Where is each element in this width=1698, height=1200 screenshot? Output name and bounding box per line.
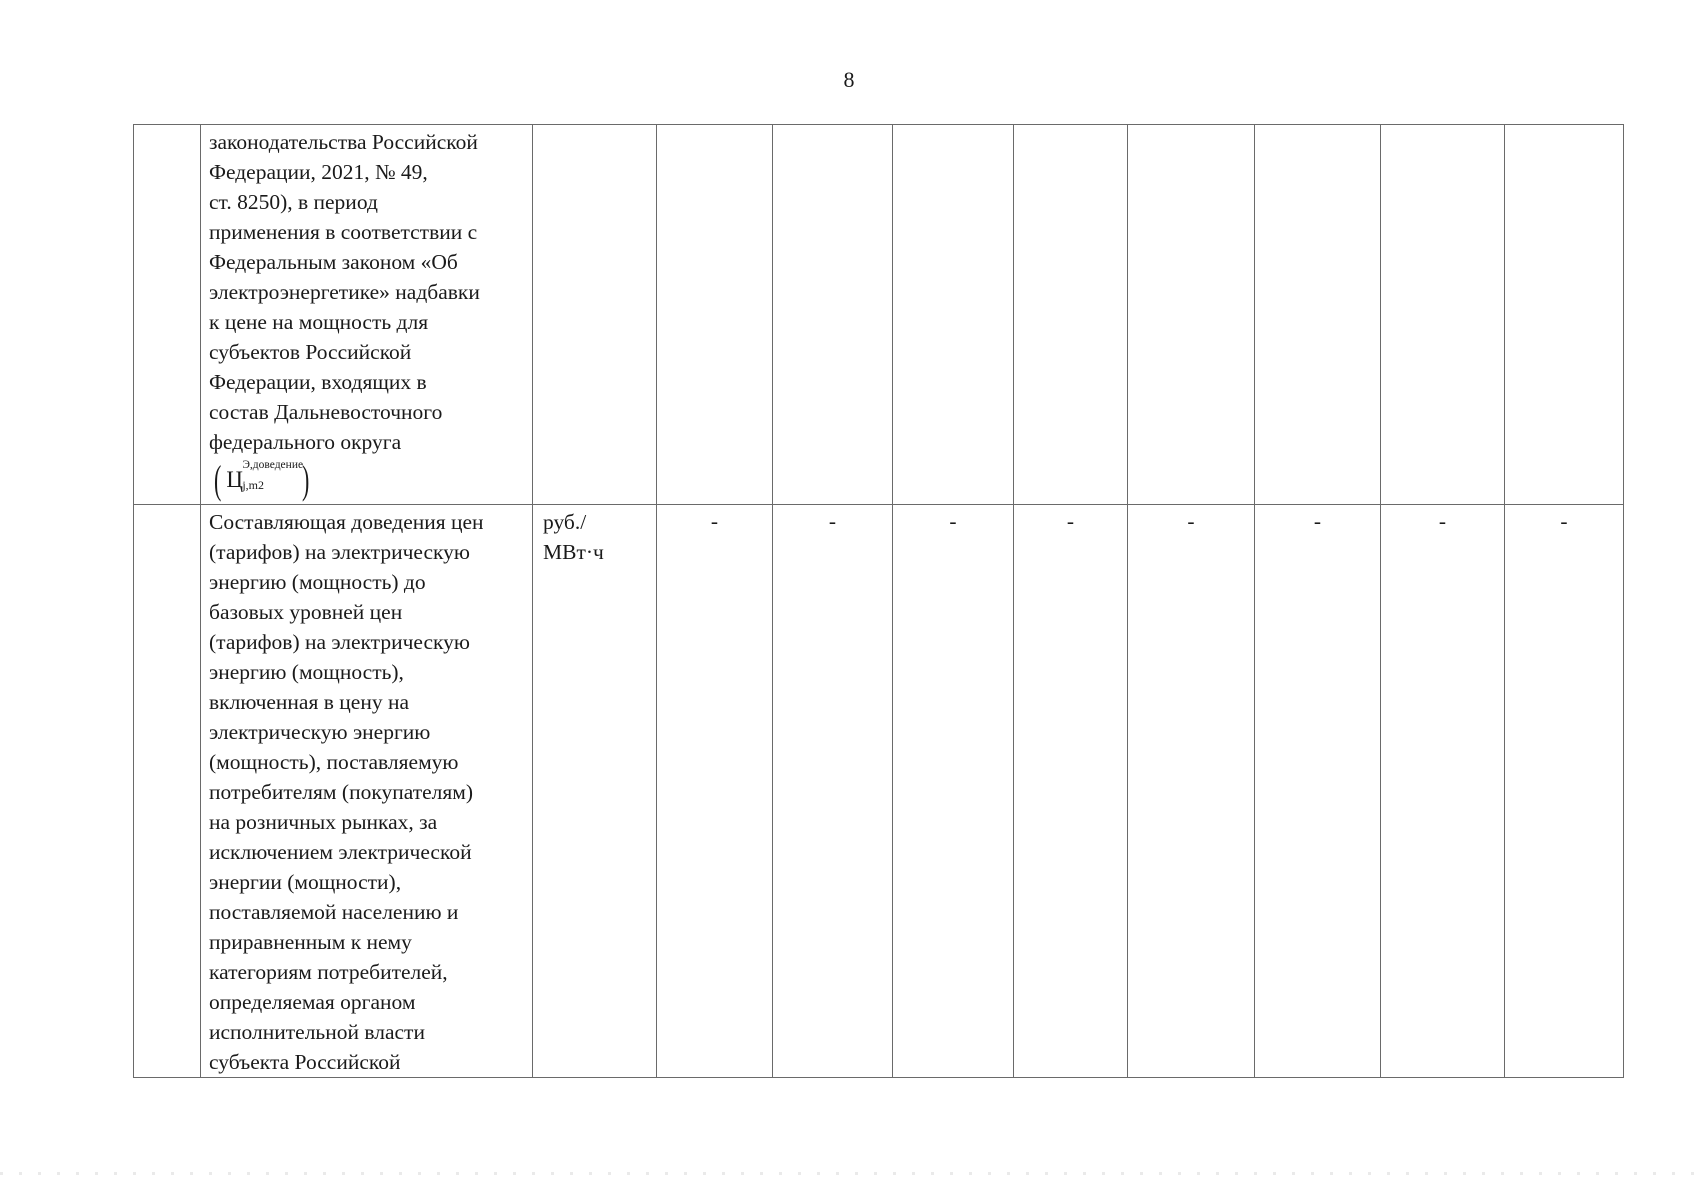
value-cell [773, 125, 893, 505]
value-cell: - [1381, 505, 1505, 1078]
value-cell: - [773, 505, 893, 1078]
row-number-cell [134, 505, 201, 1078]
value-cell: - [893, 505, 1014, 1078]
value-cell: - [1255, 505, 1381, 1078]
name-line: определяемая органом [209, 990, 416, 1014]
unit-line: МВт·ч [543, 540, 604, 564]
name-line: Федерации, входящих в [209, 370, 427, 394]
formula-superscript: Э,доведение [242, 459, 304, 471]
name-line: состав Дальневосточного [209, 400, 443, 424]
value-cell: - [1128, 505, 1255, 1078]
name-line: приравненным к нему [209, 930, 412, 954]
name-line: включенная в цену на [209, 690, 409, 714]
unit-cell [533, 505, 657, 1078]
name-line: исполнительной власти [209, 1020, 425, 1044]
name-line: на розничных рынках, за [209, 810, 438, 834]
name-line: к цене на мощность для [209, 310, 429, 334]
name-line: категориям потребителей, [209, 960, 448, 984]
name-line: (мощность), поставляемую [209, 750, 459, 774]
name-line: субъектов Российской [209, 340, 412, 364]
value-cell [1128, 125, 1255, 505]
name-line: электроэнергетике» надбавки [209, 280, 480, 304]
formula-subscript: j,m2 [242, 478, 264, 492]
page-number: 8 [843, 67, 855, 92]
formula-paren-left: ( [213, 457, 222, 502]
value-cell: - [1505, 505, 1624, 1078]
name-line: поставляемой населению и [209, 900, 459, 924]
name-line: энергию (мощность) до [209, 570, 426, 594]
name-line: субъекта Российской [209, 1050, 401, 1074]
name-line: потребителям (покупателям) [209, 780, 474, 804]
value-cell: - [657, 505, 773, 1078]
name-line: (тарифов) на электрическую [209, 630, 470, 654]
name-line: энергии (мощности), [209, 870, 402, 894]
formula [211, 457, 312, 503]
formula-paren-right: ) [301, 457, 310, 502]
unit-line: руб./ [543, 510, 587, 534]
name-line: Федеральным законом «Об [209, 250, 458, 274]
formula-symbol: Ц Э,доведение j,m2 [226, 459, 304, 492]
value-cell [893, 125, 1014, 505]
name-line: Федерации, 2021, № 49, [209, 160, 428, 184]
value-cell: - [1014, 505, 1128, 1078]
name-line: исключением электрической [209, 840, 472, 864]
name-line: энергию (мощность), [209, 660, 404, 684]
name-line: базовых уровней цен [209, 600, 403, 624]
name-line: применения в соответствии с [209, 220, 478, 244]
name-line: ст. 8250), в период [209, 190, 378, 214]
tariff-table [133, 124, 1624, 1078]
indicator-name-cell [201, 125, 533, 505]
value-cell [657, 125, 773, 505]
value-cell [1381, 125, 1505, 505]
name-line: (тарифов) на электрическую [209, 540, 470, 564]
name-line: законодательства Российской [209, 130, 478, 154]
table-row [134, 505, 1624, 1078]
value-cell [1014, 125, 1128, 505]
value-cell [1255, 125, 1381, 505]
name-line: Составляющая доведения цен [209, 510, 484, 534]
table-row [134, 125, 1624, 505]
indicator-name-cell [201, 505, 533, 1078]
name-line: федерального округа [209, 430, 402, 454]
name-line: электрическую энергию [209, 720, 431, 744]
unit-cell [533, 125, 657, 505]
row-number-cell [134, 125, 201, 505]
scan-artifact-strip [0, 1172, 1698, 1175]
value-cell [1505, 125, 1624, 505]
